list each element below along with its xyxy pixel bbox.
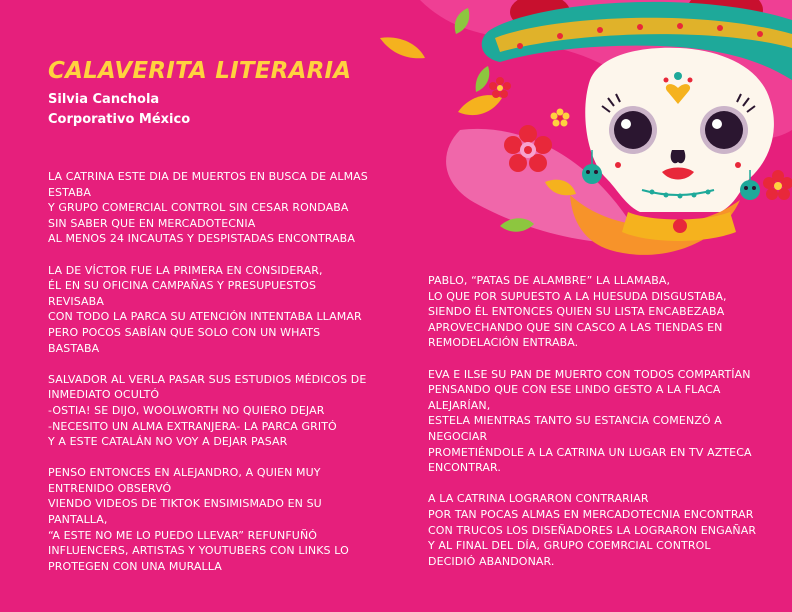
poem-line: Y A ESTE CATALÁN NO VOY A DEJAR PASAR [48,435,288,449]
poem-line: PROMETIÉNDOLE A LA CATRINA UN LUGAR EN TV AZTECA [428,445,752,459]
poem-line: PENSANDO QUE CON ESE LINDO GESTO A LA FLACA [428,383,721,397]
poem-line: ALEJARÍAN, [428,398,491,412]
poem-line: DECIDIÓ ABANDONAR. [428,554,555,568]
poem-line: PABLO, “PATAS DE ALAMBRE” LA LLAMABA, [428,274,671,287]
poem-left-column [48,169,388,590]
poem-stanza [48,169,388,247]
poem-line: ENCONTRAR. [428,461,501,475]
poem-line: SIENDO ÉL ENTONCES QUIEN SU LISTA ENCABEZABA [428,305,725,319]
poem-line: ESTELA MIENTRAS TANTO SU ESTANCIA COMENZÓ A [428,414,722,428]
poem-stanza [48,263,388,357]
poem-line: PANTALLA, [48,513,108,527]
author-organization: Corporativo México [48,112,191,127]
poem-line: “A ESTE NO ME LO PUEDO LLEVAR” REFUNFUÑÓ [48,528,318,542]
poem-line: APROVECHANDO QUE SIN CASCO A LAS TIENDAS EN [428,320,723,334]
leaf-icon [380,37,425,58]
poem-stanza [428,367,773,476]
poem-line: Y AL FINAL DEL DÍA, GRUPO COEMRCIAL CONTROL [428,539,711,553]
poem-line: BASTABA [48,341,100,355]
leaf-icon [458,95,502,115]
poem-line: NEGOCIAR [428,429,488,443]
poem-line: EVA E ILSE SU PAN DE MUERTO CON TODOS COMPARTÍAN [428,367,751,381]
poem-stanza [428,491,773,569]
poem-line: A LA CATRINA LOGRARON CONTRARIAR [428,492,649,506]
poem-line: VIENDO VIDEOS DE TIKTOK ENSIMISMADO EN SU [48,497,322,511]
poem-line: SALVADOR AL VERLA PASAR SUS ESTUDIOS MÉDICOS DE [48,372,367,386]
flower-icon [551,109,570,127]
poem-line: -OSTIA! SE DIJO, WOOLWORTH NO QUIERO DEJAR [48,403,325,417]
author-name: Silvia Canchola [48,92,160,107]
leaf-icon [476,66,490,92]
poem-stanza [48,372,388,450]
document-title: CALAVERITA LITERARIA [48,58,352,84]
poem-line: PROTEGEN CON UNA MURALLA [48,559,222,573]
poem-line: INMEDIATO OCULTÓ [48,388,160,402]
poem-line: POR TAN POCAS ALMAS EN MERCADOTECNIA ENCONTRAR [428,507,754,521]
poem-line: -NECESITO UN ALMA EXTRANJERA- LA PARCA GRITÓ [48,419,337,433]
poem-line: PERO POCOS SABÍAN QUE SOLO CON UN WHATS [48,325,321,339]
poem-line: REMODELACIÓN ENTRABA. [428,336,579,350]
poem-line: ENTRENIDO OBSERVÓ [48,481,172,495]
poem-line: ÉL EN SU OFICINA CAMPAÑAS Y PRESUPUESTOS [48,279,317,293]
poem-line: INFLUENCERS, ARTISTAS Y YOUTUBERS CON LINKS LO [48,544,349,558]
poem-line: ESTABA [48,185,91,199]
poem-line: Y GRUPO COMERCIAL CONTROL SIN CESAR RONDABA [48,201,349,215]
poem-right-column [428,273,773,585]
poem-line: AL MENOS 24 INCAUTAS Y DESPISTADAS ENCONTRABA [48,232,355,246]
poem-line: PENSO ENTONCES EN ALEJANDRO, A QUIEN MUY [48,466,321,480]
poem-line: LA DE VÍCTOR FUE LA PRIMERA EN CONSIDERAR, [48,263,323,277]
poem-stanza [428,273,773,351]
poem-line: REVISABA [48,294,104,308]
flower-icon [763,170,792,200]
poem-line: CON TODO LA PARCA SU ATENCIÓN INTENTABA LLAMAR [48,310,362,324]
poem-stanza [48,465,388,574]
flower-icon [673,219,687,233]
poem-line: LA CATRINA ESTE DIA DE MUERTOS EN BUSCA DE ALMAS [48,170,368,183]
author-block [48,90,190,130]
poem-line: CON TRUCOS LOS DISEÑADORES LA LOGRARON ENGAÑAR [428,523,757,537]
poem-line: LO QUE POR SUPUESTO A LA HUESUDA DISGUSTABA, [428,289,727,303]
poem-line: SIN SABER QUE EN MERCADOTECNIA [48,216,256,230]
flower-icon [489,77,511,98]
